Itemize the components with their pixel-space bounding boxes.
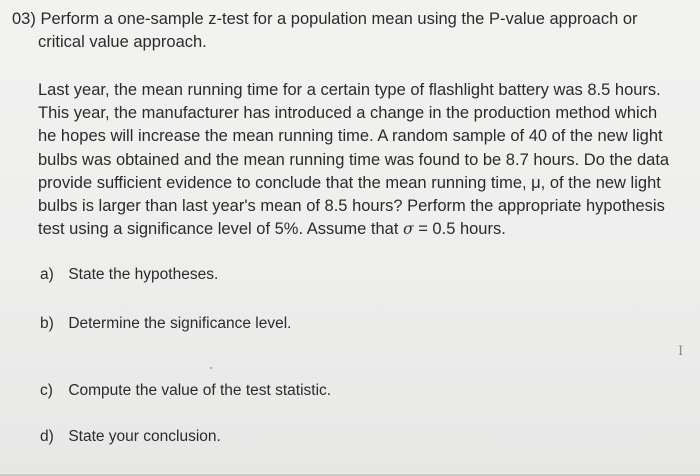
- part-text: State the hypotheses.: [68, 266, 219, 283]
- paragraph-line: bulbs was obtained and the mean running time was found to be 8.7 hours. Do the data: [38, 150, 670, 169]
- part-letter: c): [40, 382, 53, 399]
- paragraph-line-assumption: [38, 218, 678, 241]
- question-number: 03): [12, 10, 36, 28]
- part-d: [40, 427, 221, 447]
- part-text: Determine the significance level.: [68, 315, 292, 332]
- part-letter: a): [40, 266, 54, 283]
- question-title-line1: Perform a one-sample z-test for a population mean using the P-value approach or: [40, 10, 638, 28]
- part-letter: d): [40, 428, 54, 445]
- part-text: Compute the value of the test statistic.: [68, 382, 332, 399]
- part-text: State your conclusion.: [68, 428, 221, 445]
- assumption-prefix: test using a significance level of 5%. Assume that: [38, 220, 404, 239]
- paragraph-line: Last year, the mean running time for a certain type of flashlight battery was 8.5 hours.: [38, 81, 661, 99]
- question-title-line2: critical value approach.: [38, 33, 207, 51]
- paragraph-line: he hopes will increase the mean running time. A random sample of 40 of the new light: [38, 127, 663, 146]
- question-header: [12, 8, 652, 54]
- paragraph-line: bulbs is larger than last year's mean of 8.5 hours? Perform the appropriate hypothesis: [38, 197, 665, 216]
- part-b: [40, 314, 291, 334]
- problem-paragraph: [38, 79, 678, 241]
- paragraph-line: This year, the manufacturer has introduced a change in the production method which: [38, 104, 658, 123]
- stray-dot: [210, 367, 212, 369]
- part-c: [40, 381, 331, 401]
- paragraph-line: provide sufficient evidence to conclude that the mean running time, μ, of the new light: [38, 173, 661, 192]
- text-cursor-icon: I: [678, 344, 684, 359]
- part-a: [40, 265, 218, 285]
- part-letter: b): [40, 315, 54, 332]
- sigma-symbol: σ: [403, 220, 414, 239]
- assumption-suffix: = 0.5 hours.: [413, 220, 506, 239]
